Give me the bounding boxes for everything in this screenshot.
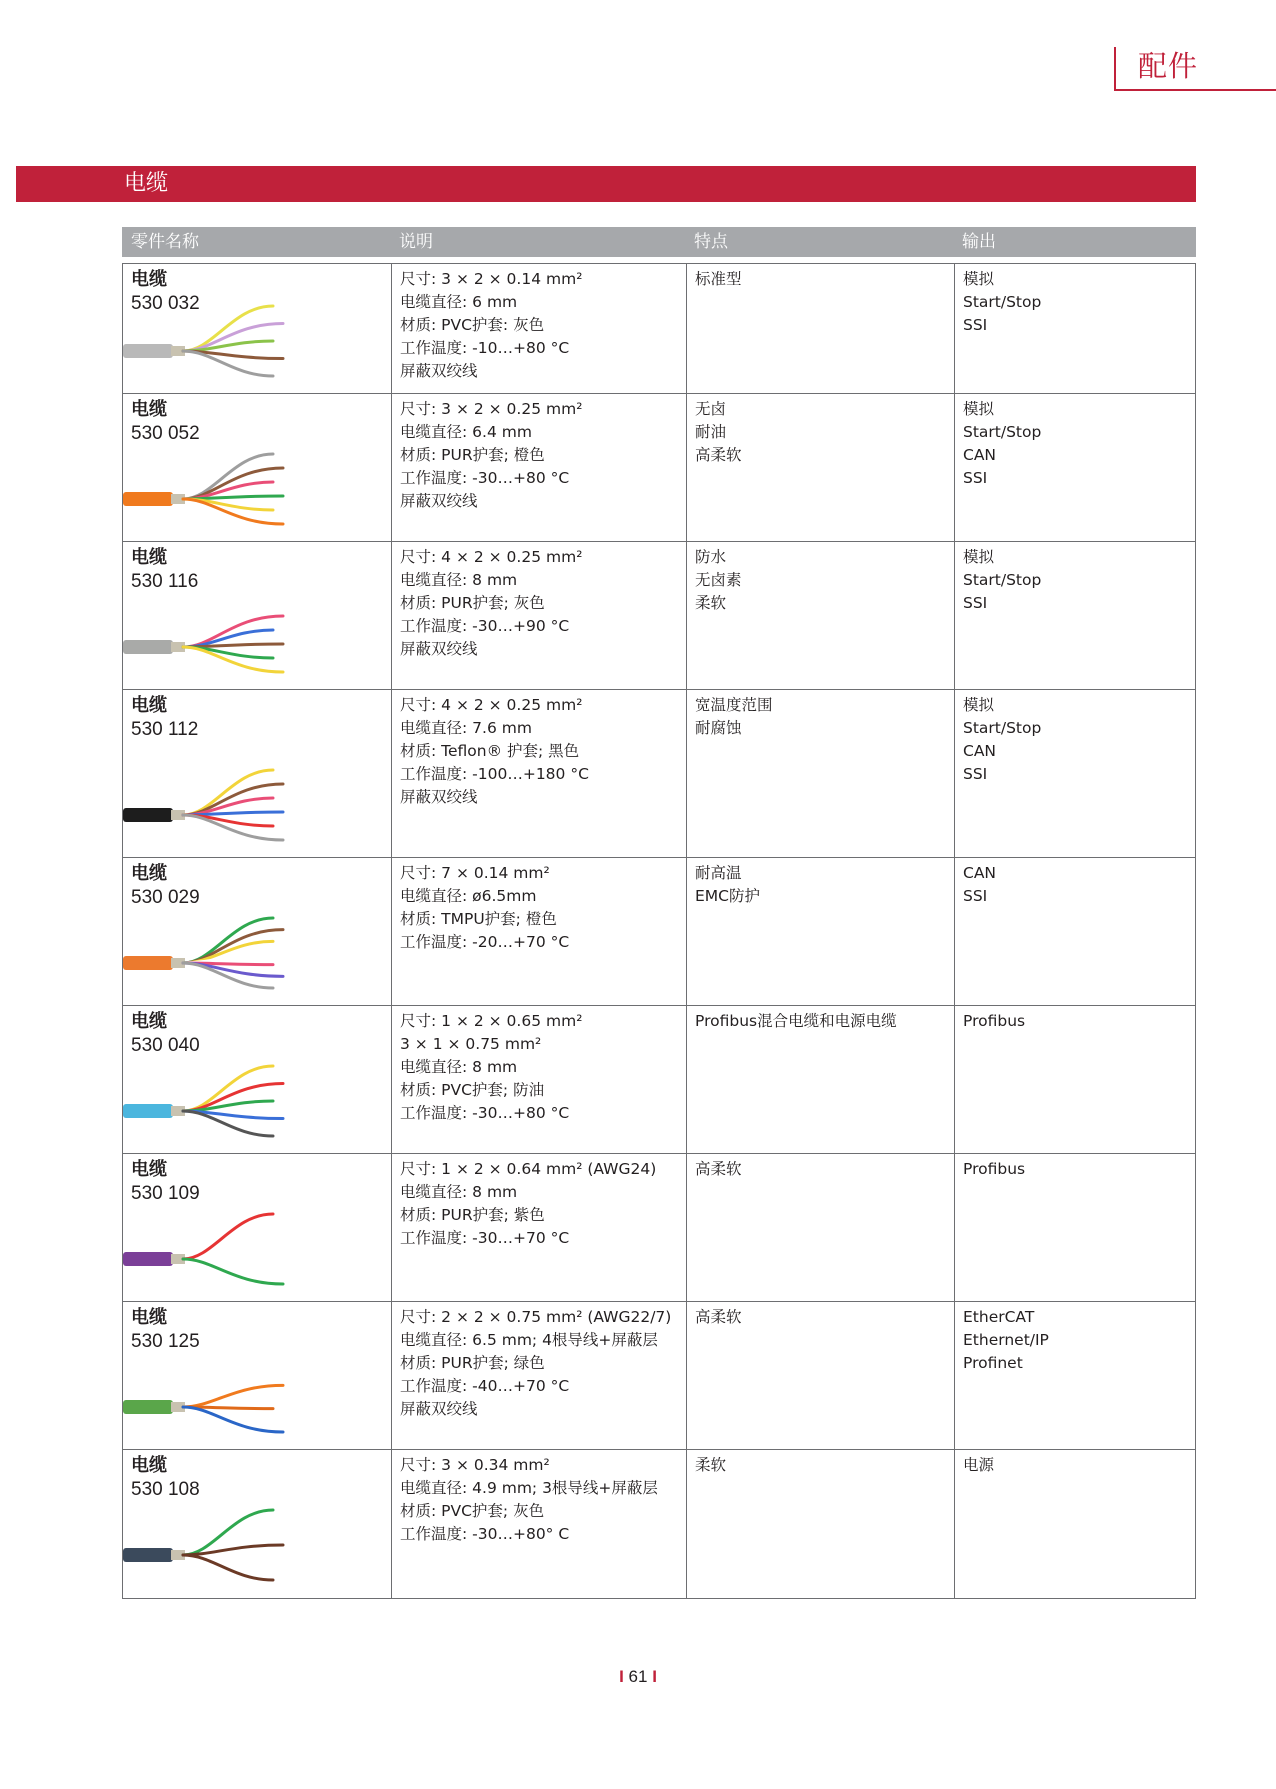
table-row: [123, 542, 1195, 690]
section-title: 电缆: [124, 171, 169, 196]
cable-photo: [123, 760, 293, 850]
feature-line: 无卤素: [695, 571, 742, 589]
description-line: 材质: TMPU护套; 橙色: [400, 910, 557, 928]
feature-line: 柔软: [695, 1456, 727, 1474]
output-line: Start/Stop: [963, 423, 1042, 441]
description-cell: [391, 1450, 686, 1598]
table-row: [123, 858, 1195, 1006]
cable-jacket: [123, 956, 173, 970]
output-line: CAN: [963, 742, 997, 760]
description-line: 材质: PUR护套; 灰色: [400, 594, 545, 612]
section-header-bar: [16, 166, 1196, 202]
description-line: 电缆直径: 4.9 mm; 3根导线+屏蔽层: [400, 1479, 658, 1497]
description-line: 工作温度: -30…+80 °C: [400, 1104, 570, 1122]
part-number: 530 108: [131, 1479, 200, 1500]
description-line: 工作温度: -10…+80 °C: [400, 339, 570, 357]
description-line: 尺寸: 3 × 2 × 0.25 mm²: [400, 400, 583, 418]
description-cell: [391, 542, 686, 689]
description-line: 尺寸: 3 × 2 × 0.14 mm²: [400, 270, 583, 288]
cable-photo: [123, 296, 293, 386]
description-line: 尺寸: 1 × 2 × 0.65 mm²: [400, 1012, 583, 1030]
part-number: 530 109: [131, 1183, 200, 1204]
output-line: Ethernet/IP: [963, 1331, 1049, 1349]
description-line: 工作温度: -100…+180 °C: [400, 765, 589, 783]
output-cell: [954, 1302, 1195, 1449]
output-line: 模拟: [963, 400, 995, 418]
part-name: 电缆: [131, 1159, 167, 1180]
description-line: 材质: PVC护套; 灰色: [400, 1502, 545, 1520]
feature-line: 无卤: [695, 400, 727, 418]
column-header-features: 特点: [694, 232, 728, 252]
description-line: 材质: PVC护套; 防油: [400, 1081, 545, 1099]
features-cell: [686, 858, 954, 1005]
part-name: 电缆: [131, 399, 167, 420]
part-cell: [123, 1450, 391, 1598]
part-number: 530 125: [131, 1331, 200, 1352]
description-line: 电缆直径: 6.5 mm; 4根导线+屏蔽层: [400, 1331, 658, 1349]
table-row: [123, 1450, 1195, 1598]
output-line: SSI: [963, 765, 988, 783]
part-cell: [123, 1302, 391, 1449]
part-number: 530 032: [131, 293, 200, 314]
description-line: 电缆直径: 7.6 mm: [400, 719, 532, 737]
cable-photo: [123, 1204, 293, 1294]
feature-line: 高柔软: [695, 1308, 742, 1326]
cable-wire: [183, 1214, 273, 1259]
description-cell: [391, 264, 686, 393]
features-cell: [686, 1006, 954, 1153]
description-line: 屏蔽双绞线: [400, 492, 478, 510]
cable-wire: [183, 815, 283, 840]
cable-photo: [123, 908, 293, 998]
features-cell: [686, 690, 954, 857]
description-line: 尺寸: 4 × 2 × 0.25 mm²: [400, 548, 583, 566]
cable-wire: [183, 341, 273, 351]
output-line: 模拟: [963, 696, 995, 714]
cable-wire: [183, 770, 273, 815]
description-line: 材质: PUR护套; 紫色: [400, 1206, 545, 1224]
description-line: 工作温度: -20…+70 °C: [400, 933, 570, 951]
cable-jacket: [123, 1400, 173, 1414]
table-row: [123, 394, 1195, 542]
cable-wire: [183, 499, 283, 524]
description-line: 屏蔽双绞线: [400, 788, 478, 806]
output-line: Profibus: [963, 1012, 1026, 1030]
output-line: 电源: [963, 1456, 995, 1474]
cable-table: [122, 227, 1196, 1599]
feature-line: 耐高温: [695, 864, 742, 882]
cable-wire: [183, 454, 273, 499]
output-cell: [954, 1450, 1195, 1598]
description-line: 尺寸: 7 × 0.14 mm²: [400, 864, 550, 882]
feature-line: EMC防护: [695, 887, 760, 905]
part-name: 电缆: [131, 1011, 167, 1032]
cable-jacket: [123, 492, 173, 506]
page-number: I 61 I: [619, 1667, 657, 1686]
part-cell: [123, 542, 391, 689]
output-line: Start/Stop: [963, 293, 1042, 311]
features-cell: [686, 1302, 954, 1449]
output-cell: [954, 264, 1195, 393]
table-row: [123, 690, 1195, 858]
table-header: [122, 227, 1196, 257]
description-cell: [391, 394, 686, 541]
features-cell: [686, 264, 954, 393]
description-line: 材质: Teflon® 护套; 黑色: [400, 742, 580, 760]
part-number: 530 040: [131, 1035, 200, 1056]
cable-wire: [183, 1385, 283, 1407]
cable-photo: [123, 592, 293, 682]
part-number: 530 116: [131, 571, 199, 592]
description-line: 屏蔽双绞线: [400, 362, 478, 380]
description-cell: [391, 1006, 686, 1153]
part-name: 电缆: [131, 1307, 167, 1328]
description-line: 材质: PUR护套; 绿色: [400, 1354, 545, 1372]
description-line: 电缆直径: ø6.5mm: [400, 887, 537, 905]
description-cell: [391, 1154, 686, 1301]
description-cell: [391, 858, 686, 1005]
description-line: 3 × 1 × 0.75 mm²: [400, 1035, 542, 1053]
description-line: 电缆直径: 6 mm: [400, 293, 518, 311]
features-cell: [686, 1450, 954, 1598]
output-cell: [954, 542, 1195, 689]
cable-wire: [183, 1101, 273, 1111]
feature-line: 防水: [695, 548, 727, 566]
table-row: [123, 1154, 1195, 1302]
description-line: 电缆直径: 8 mm: [400, 1058, 518, 1076]
output-cell: [954, 690, 1195, 857]
column-header-part-name: 零件名称: [131, 232, 199, 252]
description-line: 尺寸: 1 × 2 × 0.64 mm² (AWG24): [400, 1160, 657, 1178]
cable-wire: [183, 1362, 273, 1407]
output-line: EtherCAT: [963, 1308, 1035, 1326]
output-cell: [954, 394, 1195, 541]
part-cell: [123, 1006, 391, 1153]
part-number: 530 052: [131, 423, 200, 444]
description-line: 电缆直径: 6.4 mm: [400, 423, 532, 441]
description-cell: [391, 1302, 686, 1449]
description-line: 电缆直径: 8 mm: [400, 1183, 518, 1201]
description-line: 工作温度: -30…+90 °C: [400, 617, 570, 635]
output-line: CAN: [963, 864, 997, 882]
feature-line: 标准型: [695, 270, 742, 288]
description-line: 工作温度: -30…+70 °C: [400, 1229, 570, 1247]
features-cell: [686, 542, 954, 689]
features-cell: [686, 394, 954, 541]
part-name: 电缆: [131, 547, 167, 568]
output-line: Profinet: [963, 1354, 1023, 1372]
cable-photo: [123, 1352, 293, 1442]
part-number: 530 112: [131, 719, 199, 740]
description-line: 工作温度: -40…+70 °C: [400, 1377, 570, 1395]
features-cell: [686, 1154, 954, 1301]
feature-line: 高柔软: [695, 446, 742, 464]
cable-jacket: [123, 344, 173, 358]
table-row: [123, 1006, 1195, 1154]
description-line: 工作温度: -30…+80 °C: [400, 469, 570, 487]
table-row: [123, 264, 1195, 394]
column-header-description: 说明: [399, 232, 433, 252]
description-line: 尺寸: 3 × 0.34 mm²: [400, 1456, 550, 1474]
part-cell: [123, 858, 391, 1005]
column-header-output: 输出: [962, 232, 996, 252]
output-line: Start/Stop: [963, 719, 1042, 737]
cable-photo: [123, 1056, 293, 1146]
part-name: 电缆: [131, 1455, 167, 1476]
feature-line: 宽温度范围: [695, 696, 773, 714]
description-line: 工作温度: -30…+80° C: [400, 1525, 570, 1543]
description-line: 屏蔽双绞线: [400, 640, 478, 658]
description-line: 材质: PUR护套; 橙色: [400, 446, 545, 464]
feature-line: 柔软: [695, 594, 727, 612]
cable-wire: [183, 647, 283, 672]
output-line: SSI: [963, 316, 988, 334]
description-cell: [391, 690, 686, 857]
output-cell: [954, 858, 1195, 1005]
page-number-value: 61: [628, 1667, 648, 1686]
description-line: 材质: PVC护套: 灰色: [400, 316, 545, 334]
output-line: CAN: [963, 446, 997, 464]
cable-wire: [183, 1407, 283, 1432]
cable-jacket: [123, 1252, 173, 1266]
part-cell: [123, 394, 391, 541]
feature-line: 耐油: [695, 423, 727, 441]
chapter-title: 配件: [1138, 49, 1199, 83]
output-line: 模拟: [963, 270, 995, 288]
feature-line: 耐腐蚀: [695, 719, 742, 737]
description-line: 尺寸: 4 × 2 × 0.25 mm²: [400, 696, 583, 714]
output-cell: [954, 1154, 1195, 1301]
part-name: 电缆: [131, 269, 167, 290]
part-cell: [123, 1154, 391, 1301]
part-cell: [123, 264, 391, 393]
feature-line: 高柔软: [695, 1160, 742, 1178]
description-line: 电缆直径: 8 mm: [400, 571, 518, 589]
cable-photo: [123, 1500, 293, 1590]
cable-wire: [183, 1555, 273, 1580]
part-name: 电缆: [131, 695, 167, 716]
part-name: 电缆: [131, 863, 167, 884]
cable-jacket: [123, 808, 173, 822]
output-line: 模拟: [963, 548, 995, 566]
table-row: [123, 1302, 1195, 1450]
output-line: Start/Stop: [963, 571, 1042, 589]
table-body: [122, 263, 1196, 1599]
cable-jacket: [123, 640, 173, 654]
description-line: 尺寸: 2 × 2 × 0.75 mm² (AWG22/7): [400, 1308, 672, 1326]
output-line: SSI: [963, 594, 988, 612]
output-line: Profibus: [963, 1160, 1026, 1178]
output-line: SSI: [963, 887, 988, 905]
output-cell: [954, 1006, 1195, 1153]
cable-jacket: [123, 1548, 173, 1562]
cable-photo: [123, 444, 293, 534]
part-cell: [123, 690, 391, 857]
description-line: 屏蔽双绞线: [400, 1400, 478, 1418]
cable-jacket: [123, 1104, 173, 1118]
cable-wire: [183, 1259, 283, 1284]
cable-wire: [183, 602, 273, 647]
output-line: SSI: [963, 469, 988, 487]
part-number: 530 029: [131, 887, 200, 908]
feature-line: Profibus混合电缆和电源电缆: [695, 1012, 897, 1030]
